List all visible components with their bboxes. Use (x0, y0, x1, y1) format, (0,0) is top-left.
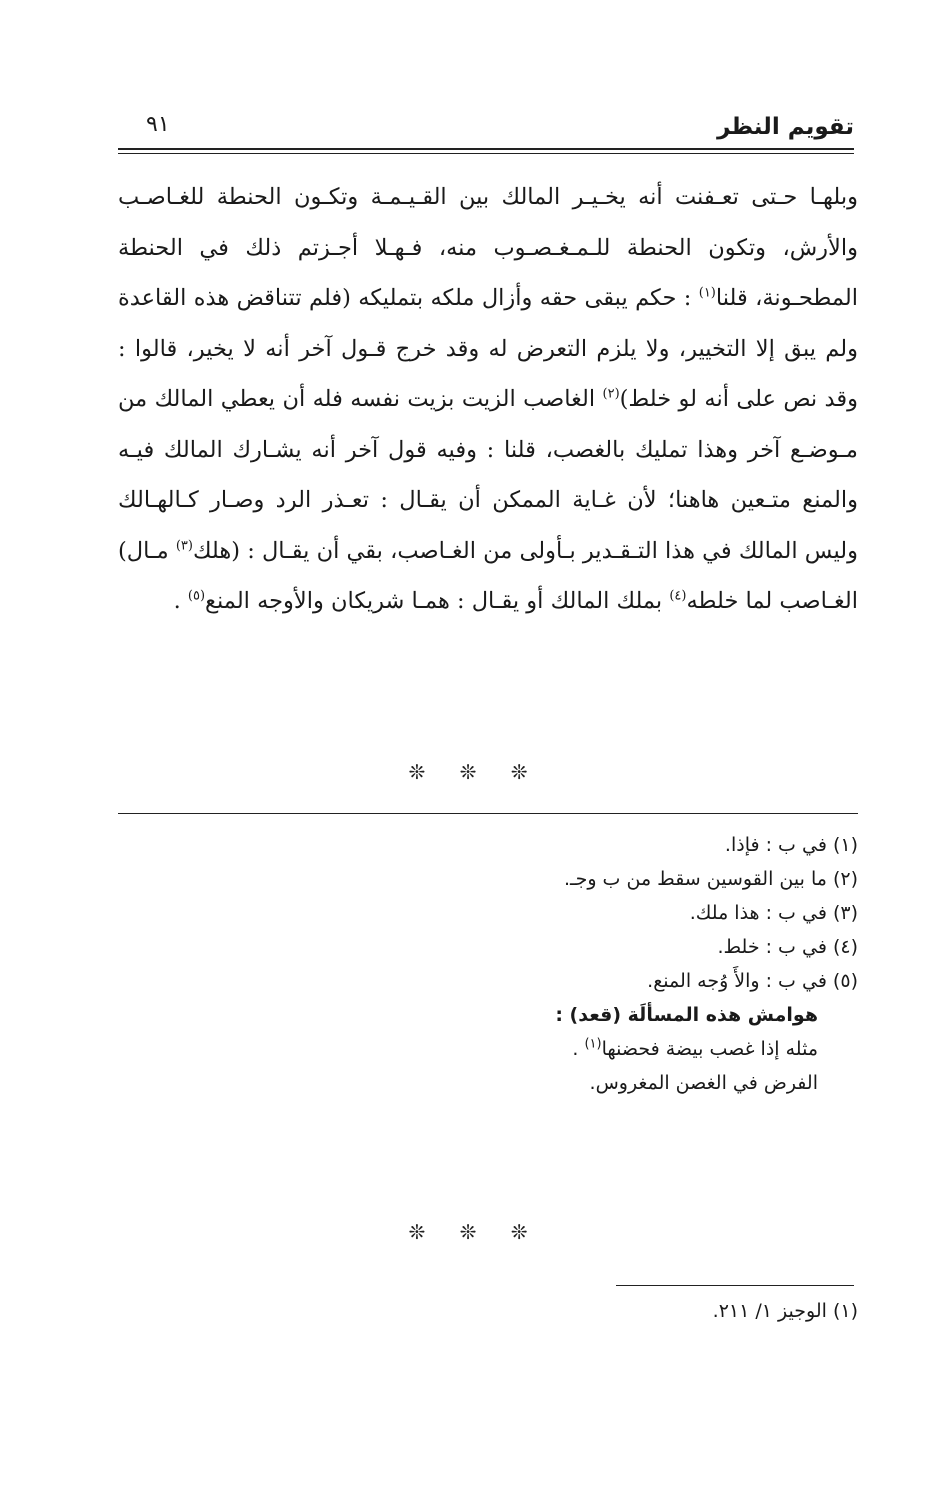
footnote-3: (٣) في ب : هذا ملك. (689, 902, 858, 924)
main-text (118, 172, 858, 627)
page-number: ٩١ (146, 112, 170, 137)
text-segment-5: بملك المالك أو يقـال : همـا شريكان والأوجه المنع (205, 588, 670, 614)
text-segment-2: : حكم يبقى حقه وأزال ملكه بتمليكه (فلم تتناقض هذه القاعدة ولم يبق إلا التخيير، ولا يلزم التعرض له وقد خرج قـول آخر أنه لا يخير، قالوا : وقد نص على أنه لو خلط) (118, 285, 858, 412)
margin-note-1 (158, 1032, 858, 1066)
footnote-ref-5[interactable]: (٥) (187, 588, 206, 604)
margin-note-1-end: . (572, 1038, 585, 1060)
footnote-rule-short (616, 1285, 854, 1286)
footnote-ref-4[interactable]: (٤) (669, 588, 687, 604)
footnote-1: (١) في ب : فإذا. (724, 834, 858, 856)
header-rule-thin (118, 153, 854, 154)
main-paragraph (118, 172, 858, 627)
text-segment-1: وبلهـا حـتى تعـفنت أنه يخـيـر المالك بين القـيـمـة وتكـون الحنطة للغـاصـب والأرش، وتكون الحنطة للـمـغـصـوب منه، فـهـلا أجـزتم ذلك في الحنطة المطحـونة، قلنا (118, 184, 858, 311)
footnote-ref-1[interactable]: (١) (698, 285, 716, 301)
text-segment-3: الغاصب الزيت بزيت نفسه فله أن يعطي المالك من مـوضـع آخر وهذا تمليك بالغصب، قلنا : وفيه قول آخر أنه يشـارك المالك فيـه والمنع متـعين هاهنا؛ لأن غـاية الممكن أن يقـال : تعـذر الرد وصـار كـالهـالك وليس المالك في هذا التـقـدير بـأولى من الغـاصب، بقي أن يقـال : (هلك (118, 386, 858, 564)
footnote-4: (٤) في ب : خلط. (717, 936, 858, 958)
footnote-2: (٢) ما بين القوسين سقط من ب وجـ. (563, 868, 858, 890)
margin-note-1-text: مثله إذا غصب بيضة فحضنها (601, 1038, 818, 1060)
footnote-ref-3[interactable]: (٣) (175, 538, 193, 553)
header-rule-thick (118, 148, 854, 150)
footnote-bottom: (١) الوجيز ١/ ٢١١. (712, 1300, 858, 1322)
footnote-ref-2[interactable]: (٢) (602, 386, 620, 402)
text-segment-4: مـال) الغـاصب لما خلطه (118, 537, 858, 614)
footnote-5: (٥) في ب : والأَ وُجه المنع. (647, 970, 858, 992)
text-segment-6: . (173, 588, 188, 614)
page-header (118, 108, 854, 148)
footnotes (158, 828, 858, 1100)
margin-note-1-ref[interactable]: (١) (584, 1036, 602, 1052)
margin-note-2: الفرض في الغصن المغروس. (589, 1072, 818, 1094)
footnote-rule (118, 813, 858, 814)
section-separator-2: ❊ ❊ ❊ (408, 1220, 542, 1244)
running-title: تقويم النظر (717, 114, 854, 140)
section-separator: ❊ ❊ ❊ (408, 760, 542, 784)
margin-notes-heading: هوامش هذه المسألَة (قعد) : (555, 1004, 818, 1026)
